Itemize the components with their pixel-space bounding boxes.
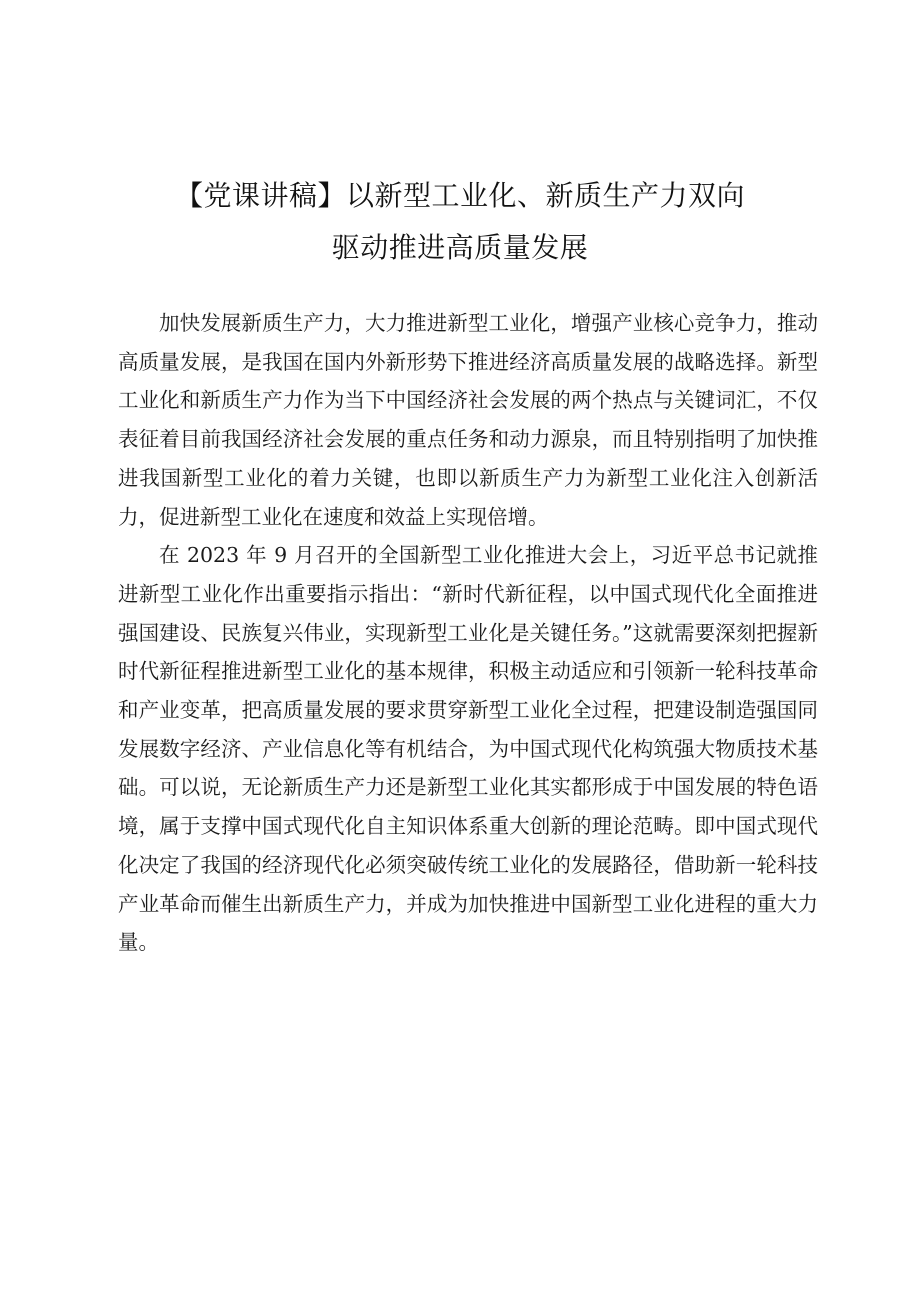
paragraph-1: 加快发展新质生产力，大力推进新型工业化，增强产业核心竞争力，推动高质量发展，是我国在国内外新形势下推进经济高质量发展的战略选择。新型工业化和新质生产力作为当下中国经济社会发展的两个热点与关键词汇，不仅表征着目前我国经济社会发展的重点任务和动力源泉，而且特别指明了加快推进我国新型工业化的着力关键，也即以新质生产力为新型工业化注入创新活力，促进新型工业化在速度和效益上实现倍增。 [118, 311, 818, 529]
title-line-2: 驱动推进高质量发展 [331, 231, 589, 264]
paragraph-2: 在 2023 年 9 月召开的全国新型工业化推进大会上，习近平总书记就推进新型工业化作出重要指示指出：“新时代新征程，以中国式现代化全面推进强国建设、民族复兴伟业，实现新型工业化是关键任务。”这就需要深刻把握新时代新征程推进新型工业化的基本规律，积极主动适应和引领新一轮科技革命和产业变革，把高质量发展的要求贯穿新型工业化全过程，把建设制造强国同发展数字经济、产业信息化等有机结合，为中国式现代化构筑强大物质技术基础。可以说，无论新质生产力还是新型工业化其实都形成于中国发展的特色语境，属于支撑中国式现代化自主知识体系重大创新的理论范畴。即中国式现代化决定了我国的经济现代化必须突破传统工业化的发展路径，借助新一轮科技产业革命而催生出新质生产力，并成为加快推进中国新型工业化进程的重大力量。 [118, 543, 818, 955]
document-title [100, 170, 820, 274]
title-line-1: 【党课讲稿】以新型工业化、新质生产力双向 [174, 179, 745, 212]
document-body [118, 304, 818, 962]
